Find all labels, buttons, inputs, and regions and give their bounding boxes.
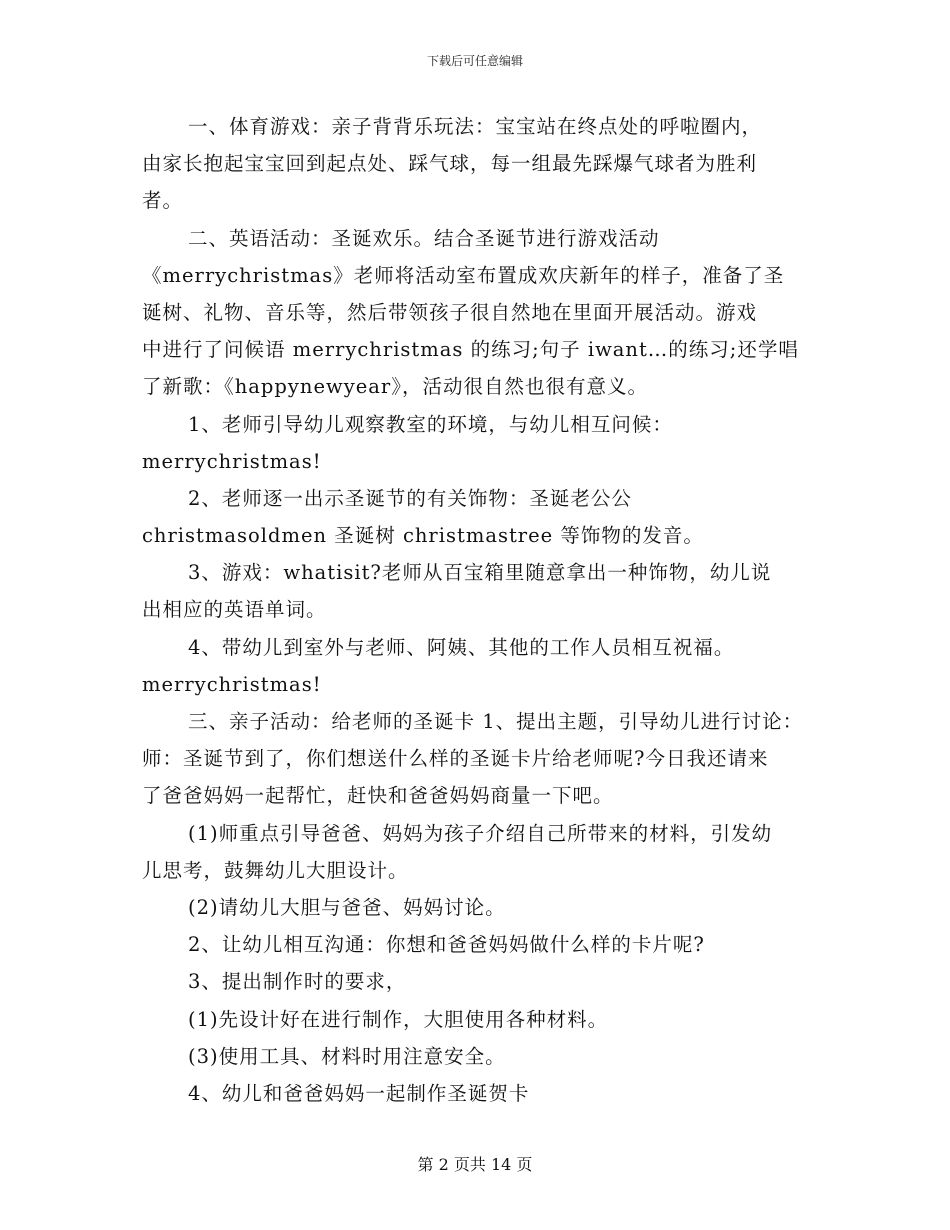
paragraph-line: 3、游戏：whatisit?老师从百宝箱里随意拿出一种饰物，幼儿说 [188, 561, 772, 585]
document-body [142, 108, 822, 1112]
paragraph-line: 一、体育游戏：亲子背背乐玩法：宝宝站在终点处的呼啦圈内， [188, 115, 763, 138]
paragraph-line: merrychristmas! [142, 672, 322, 696]
paragraph-line: 1、老师引导幼儿观察教室的环境，与幼儿相互问候： [188, 412, 673, 436]
paragraph-line: 三、亲子活动：给老师的圣诞卡 1、提出主题，引导幼儿进行讨论： [188, 710, 804, 733]
paragraph-line: 出相应的英语单词。 [142, 598, 327, 622]
paragraph-line: 者。 [142, 189, 184, 213]
paragraph-line: (2)请幼儿大胆与爸爸、妈妈讨论。 [188, 895, 506, 919]
paragraph-line: (3)使用工具、材料时用注意安全。 [188, 1044, 506, 1068]
paragraph-line: 4、幼儿和爸爸妈妈一起制作圣诞贺卡 [188, 1081, 530, 1105]
paragraph-line: 二、英语活动：圣诞欢乐。结合圣诞节进行游戏活动 [188, 226, 660, 250]
paragraph-line: christmasoldmen 圣诞树 christmastree 等饰物的发音。 [142, 524, 704, 548]
paragraph-line: 3、提出制作时的要求， [188, 970, 407, 994]
paragraph-line: 诞树、礼物、音乐等，然后带领孩子很自然地在里面开展活动。游戏 [142, 300, 758, 324]
paragraph-line: 师：圣诞节到了，你们想送什么样的圣诞卡片给老师呢?今日我还请来 [142, 747, 769, 771]
page-header: 下载后可任意编辑 [426, 54, 523, 68]
paragraph-line: merrychristmas! [142, 449, 322, 473]
paragraph-line: (1)先设计好在进行制作，大胆使用各种材料。 [188, 1007, 609, 1031]
paragraph-line: 由家长抱起宝宝回到起点处、踩气球，每一组最先踩爆气球者为胜利 [142, 152, 758, 176]
paragraph-line: 2、让幼儿相互沟通：你想和爸爸妈妈做什么样的卡片呢? [188, 933, 705, 957]
paragraph-line: 了爸爸妈妈一起帮忙，赶快和爸爸妈妈商量一下吧。 [142, 784, 614, 808]
paragraph-line: 了新歌：《happynewyear》，活动很自然也很有意义。 [142, 375, 648, 399]
paragraph-line: 儿思考，鼓舞幼儿大胆设计。 [142, 858, 409, 882]
paragraph-line: 4、带幼儿到室外与老师、阿姨、其他的工作人员相互祝福。 [188, 635, 735, 659]
paragraph-line: 中进行了问候语 merrychristmas 的练习;句子 iwant…的练习;还学唱 [142, 338, 799, 362]
paragraph-line: (1)师重点引导爸爸、妈妈为孩子介绍自己所带来的材料，引发幼 [188, 821, 773, 845]
page-number: 第 2 页共 14 页 [417, 1155, 533, 1174]
paragraph-line: 2、老师逐一出示圣诞节的有关饰物：圣诞老公公 [188, 486, 632, 510]
paragraph-line: 《merrychristmas》老师将活动室布置成欢庆新年的样子，准备了圣 [142, 263, 785, 287]
